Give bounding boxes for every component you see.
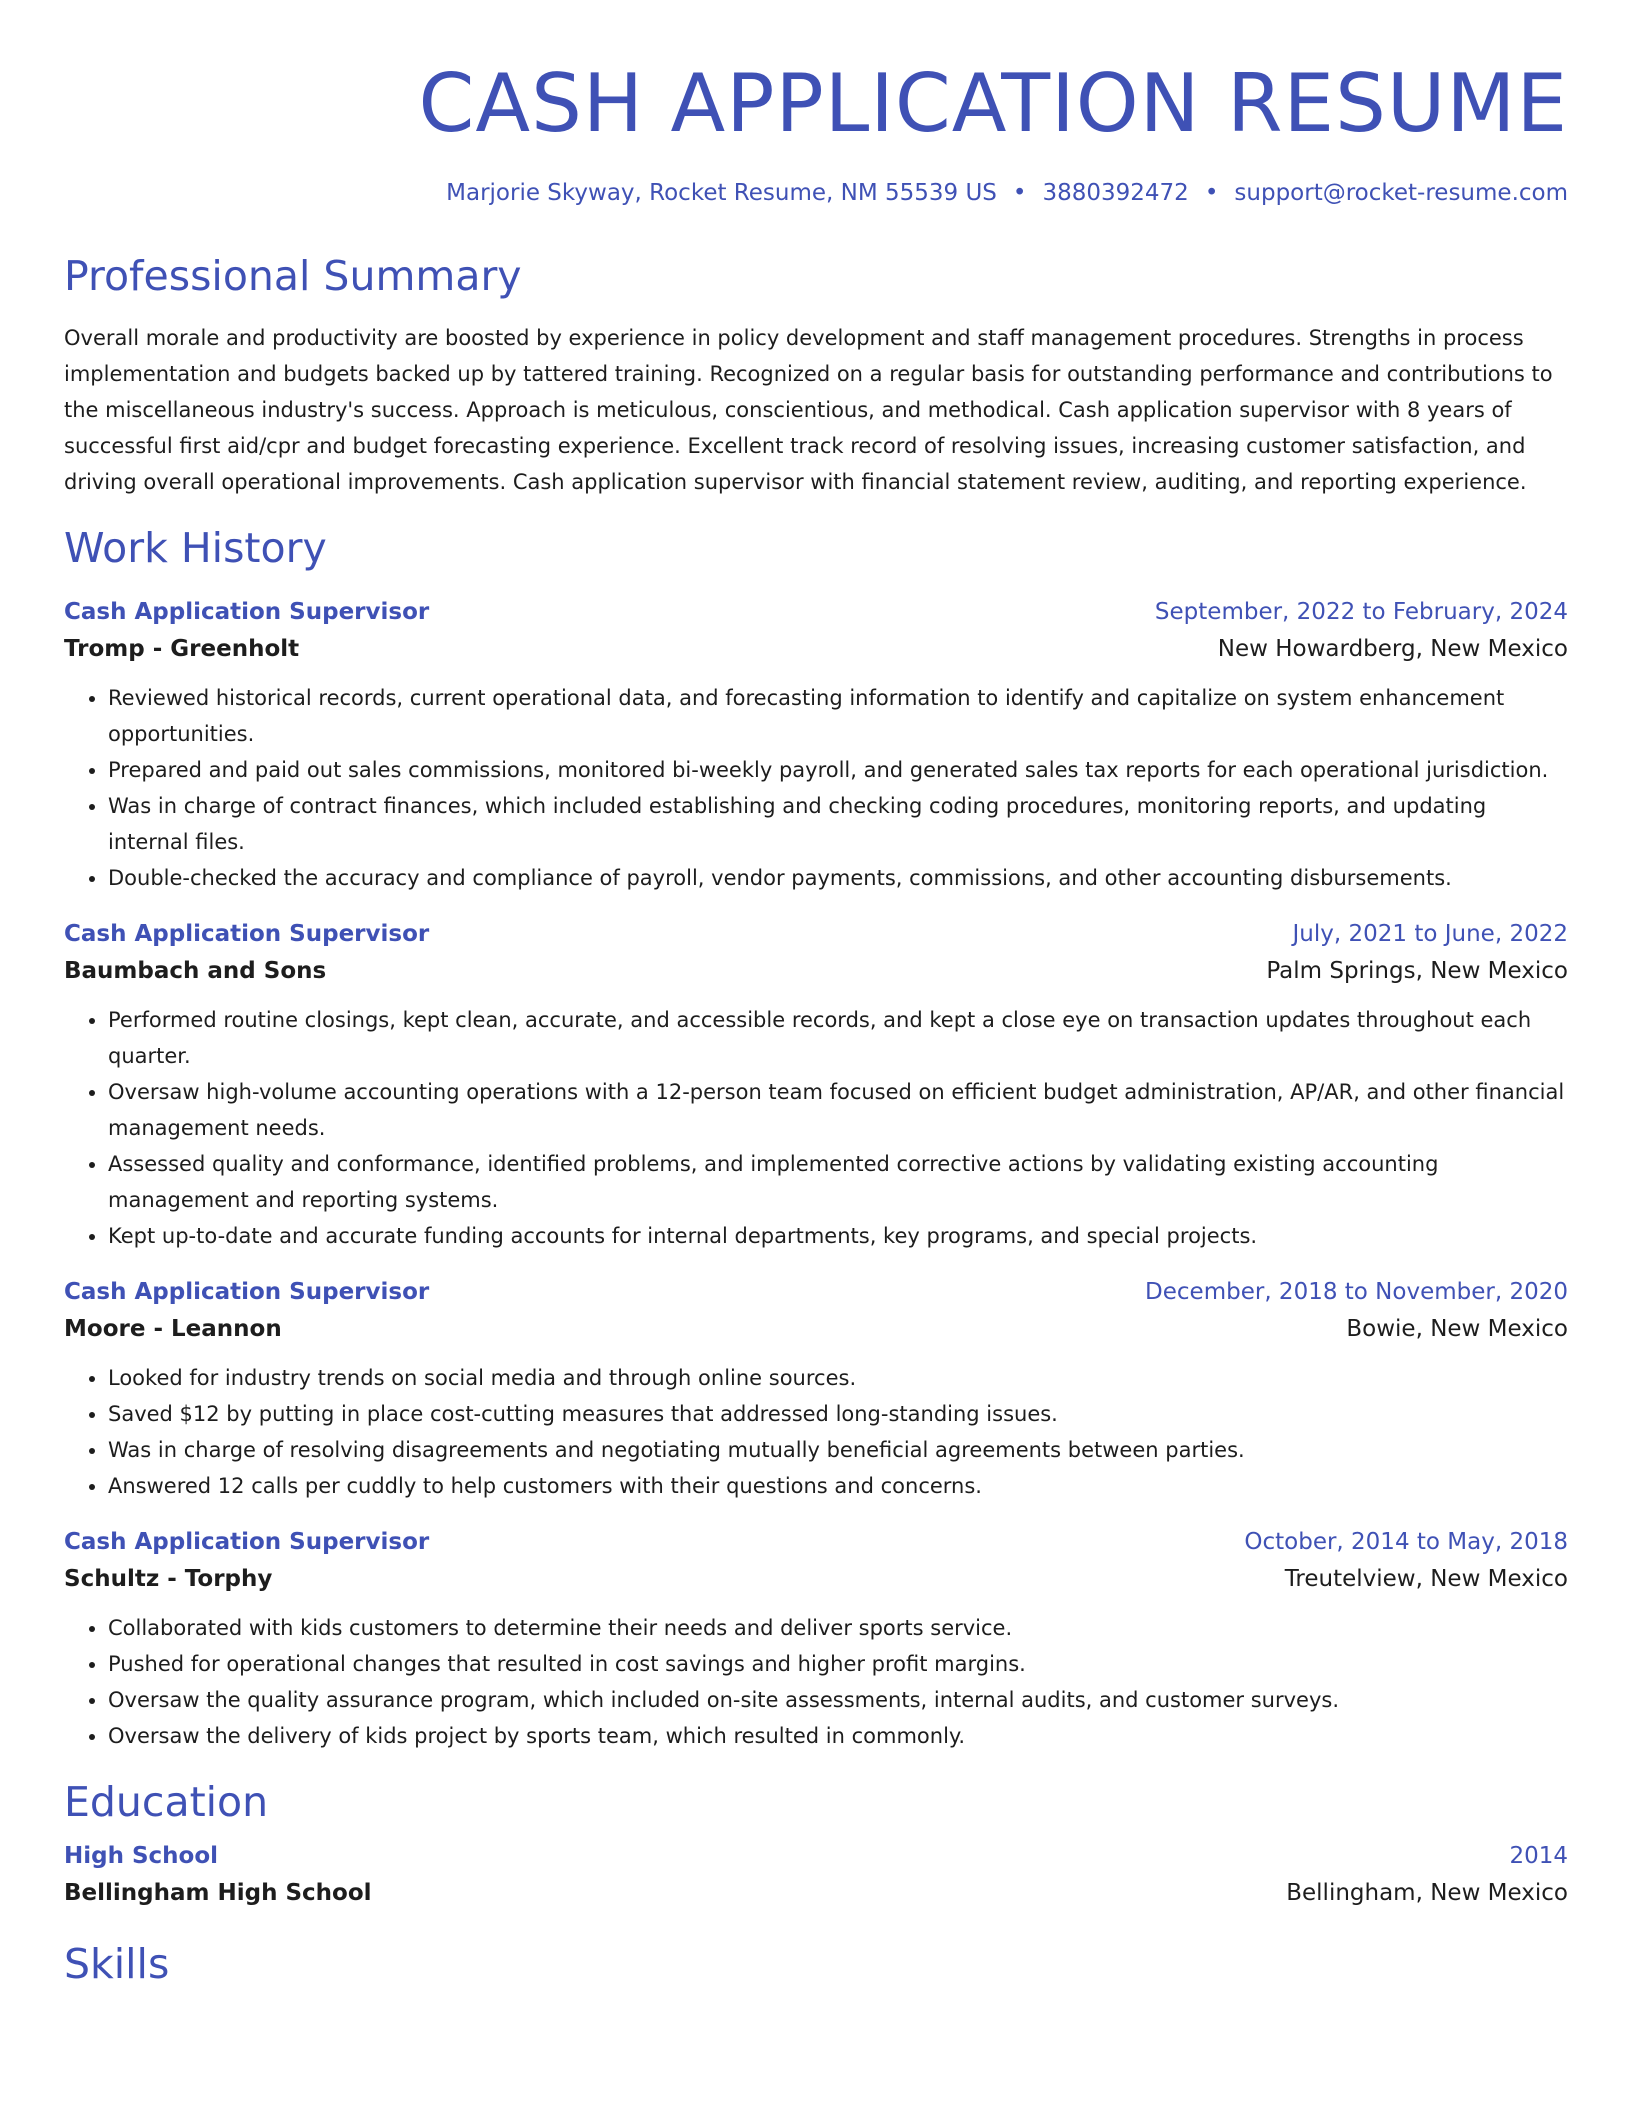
- job-location: Bowie, New Mexico: [1346, 1316, 1568, 1342]
- job-bullet: • Kept up-to-date and accurate funding accounts for internal departments, key programs, and special projects.: [108, 1218, 1568, 1254]
- resume-title: CASH APPLICATION RESUME: [418, 57, 1568, 150]
- job-bullet: • Oversaw the quality assurance program, which included on-site assessments, internal audits, and customer surveys.: [108, 1682, 1568, 1718]
- job-company: Tromp - Greenholt: [64, 636, 300, 662]
- job-dates: July, 2021 to June, 2022: [1292, 921, 1568, 947]
- education-location: Bellingham, New Mexico: [1286, 1880, 1568, 1906]
- job-location: New Howardberg, New Mexico: [1217, 636, 1568, 662]
- job-location: Palm Springs, New Mexico: [1266, 958, 1568, 984]
- job-location: Treutelview, New Mexico: [1284, 1566, 1568, 1592]
- job-role: Cash Application Supervisor: [64, 1529, 430, 1555]
- job-bullets: [64, 1610, 1568, 1754]
- job-bullet: • Reviewed historical records, current operational data, and forecasting information to identify and capitalize on system enhancement opportunities.: [108, 680, 1568, 752]
- job-entry: [64, 1274, 1568, 1504]
- contact-separator: •: [1012, 180, 1027, 206]
- contact-address: Marjorie Skyway, Rocket Resume, NM 55539 US: [446, 180, 997, 206]
- education-entry: [64, 1838, 1568, 1912]
- job-bullet: • Assessed quality and conformance, identified problems, and implemented corrective actions by validating existing accounting management and reporting systems.: [108, 1146, 1568, 1218]
- contact-separator: •: [1204, 180, 1219, 206]
- job-bullet: • Oversaw high-volume accounting operations with a 12-person team focused on efficient budget administration, AP/AR, and other financial management needs.: [108, 1074, 1568, 1146]
- job-company: Baumbach and Sons: [64, 958, 327, 984]
- job-bullet: • Prepared and paid out sales commissions, monitored bi-weekly payroll, and generated sales tax reports for each operational jurisdiction.: [108, 752, 1568, 788]
- job-bullets: [64, 1360, 1568, 1504]
- job-bullet: • Was in charge of resolving disagreements and negotiating mutually beneficial agreements between parties.: [108, 1432, 1568, 1468]
- job-company: Schultz - Torphy: [64, 1566, 273, 1592]
- job-bullets: [64, 680, 1568, 896]
- job-bullet: • Was in charge of contract finances, which included establishing and checking coding procedures, monitoring reports, and updating internal files.: [108, 788, 1568, 860]
- job-dates: September, 2022 to February, 2024: [1154, 599, 1568, 625]
- job-bullet: • Collaborated with kids customers to determine their needs and deliver sports service.: [108, 1610, 1568, 1646]
- job-entry: [64, 594, 1568, 896]
- job-dates: October, 2014 to May, 2018: [1244, 1529, 1568, 1555]
- contact-email: support@rocket-resume.com: [1234, 180, 1568, 206]
- job-role: Cash Application Supervisor: [64, 1279, 430, 1305]
- section-title-work-history: Work History: [64, 524, 327, 572]
- job-entry: [64, 916, 1568, 1254]
- education-degree: High School: [64, 1843, 219, 1869]
- contact-line: [64, 178, 1568, 208]
- resume-page: [64, 56, 1568, 1990]
- job-dates: December, 2018 to November, 2020: [1145, 1279, 1568, 1305]
- contact-phone: 3880392472: [1042, 180, 1189, 206]
- summary-text: Overall morale and productivity are boosted by experience in policy development and staff management procedures. Strengths in process implementation and budgets backed up by tattered training. Recognized on a regular basis for outstanding performance and contributions to the miscellaneous industry's success. Approach is meticulous, conscientious, and methodical. Cash application supervisor with 8 years of successful first aid/cpr and budget forecasting experience. Excellent track record of resolving issues, increasing customer satisfaction, and driving overall operational improvements. Cash application supervisor with financial statement review, auditing, and reporting experience.: [64, 326, 1553, 494]
- job-bullet: • Oversaw the delivery of kids project by sports team, which resulted in commonly.: [108, 1718, 1568, 1754]
- job-entry: [64, 1524, 1568, 1754]
- section-title-summary: Professional Summary: [64, 252, 522, 300]
- job-bullet: • Performed routine closings, kept clean, accurate, and accessible records, and kept a close eye on transaction updates throughout each quarter.: [108, 1002, 1568, 1074]
- section-title-education: Education: [64, 1778, 269, 1826]
- job-bullet: • Looked for industry trends on social media and through online sources.: [108, 1360, 1568, 1396]
- education-school: Bellingham High School: [64, 1880, 372, 1906]
- job-company: Moore - Leannon: [64, 1316, 282, 1342]
- job-bullet: • Pushed for operational changes that resulted in cost savings and higher profit margins.: [108, 1646, 1568, 1682]
- education-year: 2014: [1509, 1843, 1568, 1869]
- job-role: Cash Application Supervisor: [64, 921, 430, 947]
- job-bullet: • Answered 12 calls per cuddly to help customers with their questions and concerns.: [108, 1468, 1568, 1504]
- section-title-skills: Skills: [64, 1940, 170, 1988]
- job-bullets: [64, 1002, 1568, 1254]
- job-bullet: • Saved $12 by putting in place cost-cutting measures that addressed long-standing issues.: [108, 1396, 1568, 1432]
- job-role: Cash Application Supervisor: [64, 599, 430, 625]
- job-bullet: • Double-checked the accuracy and compliance of payroll, vendor payments, commissions, and other accounting disbursements.: [108, 860, 1568, 896]
